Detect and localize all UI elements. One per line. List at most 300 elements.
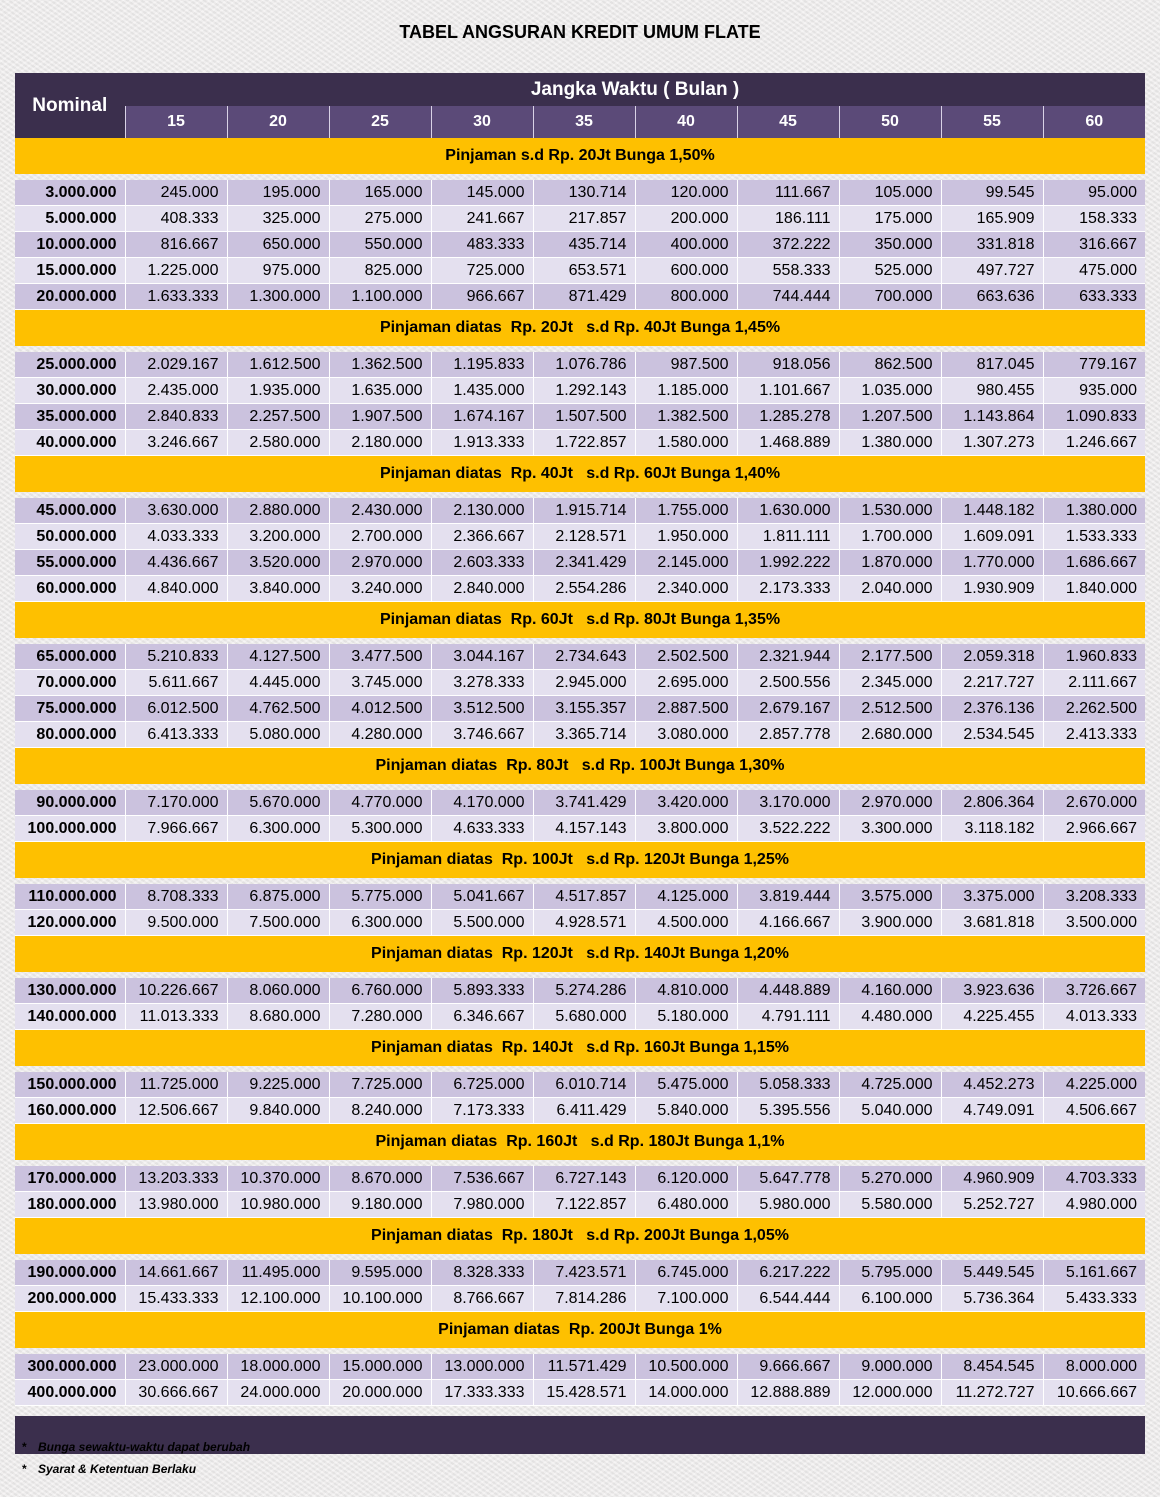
installment-cell: 435.714 [533, 232, 635, 258]
installment-cell: 2.262.500 [1043, 696, 1145, 722]
installment-cell: 4.448.889 [737, 978, 839, 1004]
installment-cell: 186.111 [737, 206, 839, 232]
installment-cell: 8.060.000 [227, 978, 329, 1004]
installment-cell: 13.203.333 [125, 1166, 227, 1192]
installment-cell: 2.040.000 [839, 576, 941, 602]
installment-cell: 6.010.714 [533, 1072, 635, 1098]
installment-cell: 4.840.000 [125, 576, 227, 602]
nominal-cell: 15.000.000 [15, 258, 125, 284]
installment-cell: 5.980.000 [737, 1192, 839, 1218]
installment-cell: 1.185.000 [635, 378, 737, 404]
installment-cell: 2.345.000 [839, 670, 941, 696]
installment-cell: 975.000 [227, 258, 329, 284]
installment-cell: 1.507.500 [533, 404, 635, 430]
installment-cell: 5.893.333 [431, 978, 533, 1004]
installment-cell: 2.840.833 [125, 404, 227, 430]
nominal-cell: 160.000.000 [15, 1098, 125, 1124]
installment-cell: 1.633.333 [125, 284, 227, 310]
installment-cell: 871.429 [533, 284, 635, 310]
installment-cell: 195.000 [227, 180, 329, 206]
installment-cell: 2.554.286 [533, 576, 635, 602]
installment-cell: 2.130.000 [431, 498, 533, 524]
installment-cell: 105.000 [839, 180, 941, 206]
installment-cell: 8.766.667 [431, 1286, 533, 1312]
installment-cell: 8.670.000 [329, 1166, 431, 1192]
installment-cell: 2.340.000 [635, 576, 737, 602]
table-row [15, 576, 1145, 602]
footnote-text: Bunga sewaktu-waktu dapat berubah [38, 1440, 251, 1454]
nominal-cell: 60.000.000 [15, 576, 125, 602]
section-label: Pinjaman diatas Rp. 80Jt s.d Rp. 100Jt Bunga 1,30% [15, 748, 1145, 785]
installment-cell: 4.436.667 [125, 550, 227, 576]
installment-cell: 6.012.500 [125, 696, 227, 722]
nominal-cell: 170.000.000 [15, 1166, 125, 1192]
table-row [15, 378, 1145, 404]
installment-cell: 3.500.000 [1043, 910, 1145, 936]
nominal-cell: 150.000.000 [15, 1072, 125, 1098]
installment-cell: 4.170.000 [431, 790, 533, 816]
installment-cell: 2.029.167 [125, 352, 227, 378]
installment-cell: 2.700.000 [329, 524, 431, 550]
footnote-text: Syarat & Ketentuan Berlaku [38, 1462, 197, 1476]
installment-cell: 8.000.000 [1043, 1354, 1145, 1380]
installment-cell: 3.375.000 [941, 884, 1043, 910]
installment-cell: 550.000 [329, 232, 431, 258]
installment-cell: 1.143.864 [941, 404, 1043, 430]
table-row [15, 404, 1145, 430]
installment-cell: 1.674.167 [431, 404, 533, 430]
installment-cell: 5.795.000 [839, 1260, 941, 1286]
installment-cell: 2.321.944 [737, 644, 839, 670]
installment-cell: 9.180.000 [329, 1192, 431, 1218]
installment-cell: 14.661.667 [125, 1260, 227, 1286]
installment-cell: 10.980.000 [227, 1192, 329, 1218]
installment-cell: 2.945.000 [533, 670, 635, 696]
installment-cell: 653.571 [533, 258, 635, 284]
table-row [15, 790, 1145, 816]
installment-cell: 4.960.909 [941, 1166, 1043, 1192]
nominal-cell: 140.000.000 [15, 1004, 125, 1030]
installment-cell: 4.033.333 [125, 524, 227, 550]
installment-cell: 7.100.000 [635, 1286, 737, 1312]
installment-cell: 5.736.364 [941, 1286, 1043, 1312]
installment-cell: 525.000 [839, 258, 941, 284]
header-month: 40 [635, 106, 737, 138]
installment-cell: 3.840.000 [227, 576, 329, 602]
installment-cell: 10.666.667 [1043, 1380, 1145, 1406]
installment-cell: 4.452.273 [941, 1072, 1043, 1098]
installment-cell: 1.076.786 [533, 352, 635, 378]
installment-cell: 13.000.000 [431, 1354, 533, 1380]
installment-cell: 6.120.000 [635, 1166, 737, 1192]
installment-cell: 1.292.143 [533, 378, 635, 404]
installment-cell: 1.907.500 [329, 404, 431, 430]
installment-cell: 2.430.000 [329, 498, 431, 524]
table-row [15, 232, 1145, 258]
installment-cell: 95.000 [1043, 180, 1145, 206]
nominal-cell: 130.000.000 [15, 978, 125, 1004]
installment-cell: 3.155.357 [533, 696, 635, 722]
installment-cell: 5.210.833 [125, 644, 227, 670]
installment-cell: 12.100.000 [227, 1286, 329, 1312]
installment-cell: 1.930.909 [941, 576, 1043, 602]
section-header [15, 1312, 1145, 1349]
installment-cell: 663.636 [941, 284, 1043, 310]
installment-cell: 4.480.000 [839, 1004, 941, 1030]
installment-cell: 2.413.333 [1043, 722, 1145, 748]
installment-cell: 987.500 [635, 352, 737, 378]
table-row [15, 284, 1145, 310]
installment-cell: 3.477.500 [329, 644, 431, 670]
gap-cell [15, 1406, 1145, 1417]
installment-cell: 5.840.000 [635, 1098, 737, 1124]
installment-cell: 4.280.000 [329, 722, 431, 748]
installment-cell: 6.875.000 [227, 884, 329, 910]
installment-cell: 1.468.889 [737, 430, 839, 456]
nominal-cell: 65.000.000 [15, 644, 125, 670]
installment-cell: 1.700.000 [839, 524, 941, 550]
installment-cell: 980.455 [941, 378, 1043, 404]
installment-cell: 2.128.571 [533, 524, 635, 550]
installment-cell: 4.770.000 [329, 790, 431, 816]
installment-cell: 4.013.333 [1043, 1004, 1145, 1030]
nominal-cell: 300.000.000 [15, 1354, 125, 1380]
section-header [15, 1124, 1145, 1161]
table-header [15, 73, 1145, 138]
installment-cell: 2.670.000 [1043, 790, 1145, 816]
installment-cell: 5.500.000 [431, 910, 533, 936]
nominal-cell: 80.000.000 [15, 722, 125, 748]
installment-cell: 130.714 [533, 180, 635, 206]
installment-cell: 3.420.000 [635, 790, 737, 816]
installment-cell: 11.571.429 [533, 1354, 635, 1380]
installment-cell: 4.517.857 [533, 884, 635, 910]
header-month: 45 [737, 106, 839, 138]
installment-cell: 4.980.000 [1043, 1192, 1145, 1218]
nominal-cell: 75.000.000 [15, 696, 125, 722]
installment-cell: 5.161.667 [1043, 1260, 1145, 1286]
installment-cell: 4.810.000 [635, 978, 737, 1004]
installment-cell: 2.059.318 [941, 644, 1043, 670]
installment-cell: 12.000.000 [839, 1380, 941, 1406]
section-header [15, 842, 1145, 879]
section-header [15, 1218, 1145, 1255]
installment-cell: 6.413.333 [125, 722, 227, 748]
installment-cell: 2.857.778 [737, 722, 839, 748]
installment-cell: 2.145.000 [635, 550, 737, 576]
installment-cell: 217.857 [533, 206, 635, 232]
table-row [15, 498, 1145, 524]
header-nominal: Nominal [15, 73, 125, 138]
installment-cell: 2.966.667 [1043, 816, 1145, 842]
header-months-row [15, 106, 1145, 138]
installment-cell: 825.000 [329, 258, 431, 284]
installment-cell: 1.207.500 [839, 404, 941, 430]
installment-cell: 2.500.556 [737, 670, 839, 696]
installment-cell: 1.307.273 [941, 430, 1043, 456]
nominal-cell: 40.000.000 [15, 430, 125, 456]
installment-cell: 1.915.714 [533, 498, 635, 524]
installment-cell: 7.122.857 [533, 1192, 635, 1218]
installment-cell: 9.666.667 [737, 1354, 839, 1380]
nominal-cell: 180.000.000 [15, 1192, 125, 1218]
installment-cell: 10.100.000 [329, 1286, 431, 1312]
header-month: 15 [125, 106, 227, 138]
table-row [15, 816, 1145, 842]
installment-cell: 700.000 [839, 284, 941, 310]
installment-cell: 15.000.000 [329, 1354, 431, 1380]
footnote-item [22, 1460, 250, 1482]
installment-cell: 966.667 [431, 284, 533, 310]
installment-cell: 1.380.000 [1043, 498, 1145, 524]
nominal-cell: 30.000.000 [15, 378, 125, 404]
header-month: 60 [1043, 106, 1145, 138]
installment-cell: 5.080.000 [227, 722, 329, 748]
installment-cell: 6.480.000 [635, 1192, 737, 1218]
installment-cell: 2.111.667 [1043, 670, 1145, 696]
header-month: 50 [839, 106, 941, 138]
installment-cell: 1.992.222 [737, 550, 839, 576]
installment-cell: 3.575.000 [839, 884, 941, 910]
header-month: 55 [941, 106, 1043, 138]
installment-cell: 2.806.364 [941, 790, 1043, 816]
nominal-cell: 90.000.000 [15, 790, 125, 816]
installment-cell: 1.960.833 [1043, 644, 1145, 670]
section-header [15, 456, 1145, 493]
installment-cell: 633.333 [1043, 284, 1145, 310]
installment-cell: 816.667 [125, 232, 227, 258]
installment-cell: 3.044.167 [431, 644, 533, 670]
installment-cell: 9.000.000 [839, 1354, 941, 1380]
installment-cell: 2.970.000 [839, 790, 941, 816]
installment-cell: 5.670.000 [227, 790, 329, 816]
installment-cell: 4.633.333 [431, 816, 533, 842]
installment-cell: 5.680.000 [533, 1004, 635, 1030]
section-label: Pinjaman diatas Rp. 40Jt s.d Rp. 60Jt Bunga 1,40% [15, 456, 1145, 493]
section-label: Pinjaman diatas Rp. 60Jt s.d Rp. 80Jt Bunga 1,35% [15, 602, 1145, 639]
installment-cell: 3.520.000 [227, 550, 329, 576]
installment-cell: 3.246.667 [125, 430, 227, 456]
installment-cell: 11.725.000 [125, 1072, 227, 1098]
installment-cell: 3.630.000 [125, 498, 227, 524]
installment-cell: 5.252.727 [941, 1192, 1043, 1218]
table-row [15, 1260, 1145, 1286]
installment-cell: 5.270.000 [839, 1166, 941, 1192]
installment-cell: 15.433.333 [125, 1286, 227, 1312]
installment-cell: 5.040.000 [839, 1098, 941, 1124]
installment-cell: 1.225.000 [125, 258, 227, 284]
installment-cell: 5.300.000 [329, 816, 431, 842]
header-month: 25 [329, 106, 431, 138]
footnote-bullet: * [22, 1462, 27, 1476]
installment-cell: 30.666.667 [125, 1380, 227, 1406]
installment-cell: 800.000 [635, 284, 737, 310]
installment-cell: 1.913.333 [431, 430, 533, 456]
installment-cell: 9.225.000 [227, 1072, 329, 1098]
section-header [15, 602, 1145, 639]
installment-cell: 372.222 [737, 232, 839, 258]
table-row [15, 352, 1145, 378]
installment-cell: 3.800.000 [635, 816, 737, 842]
installment-cell: 158.333 [1043, 206, 1145, 232]
installment-cell: 5.433.333 [1043, 1286, 1145, 1312]
installment-cell: 6.300.000 [329, 910, 431, 936]
nominal-cell: 45.000.000 [15, 498, 125, 524]
installment-cell: 7.170.000 [125, 790, 227, 816]
installment-cell: 3.208.333 [1043, 884, 1145, 910]
installment-cell: 275.000 [329, 206, 431, 232]
nominal-cell: 100.000.000 [15, 816, 125, 842]
section-header [15, 310, 1145, 347]
installment-cell: 241.667 [431, 206, 533, 232]
table-row [15, 180, 1145, 206]
installment-cell: 11.495.000 [227, 1260, 329, 1286]
installment-cell: 4.225.455 [941, 1004, 1043, 1030]
installment-cell: 1.811.111 [737, 524, 839, 550]
installment-cell: 8.328.333 [431, 1260, 533, 1286]
installment-cell: 4.127.500 [227, 644, 329, 670]
installment-cell: 1.435.000 [431, 378, 533, 404]
installment-cell: 4.500.000 [635, 910, 737, 936]
installment-cell: 2.603.333 [431, 550, 533, 576]
section-label: Pinjaman s.d Rp. 20Jt Bunga 1,50% [15, 138, 1145, 174]
installment-cell: 2.376.136 [941, 696, 1043, 722]
section-label: Pinjaman diatas Rp. 180Jt s.d Rp. 200Jt Bunga 1,05% [15, 1218, 1145, 1255]
installment-cell: 1.533.333 [1043, 524, 1145, 550]
installment-cell: 4.225.000 [1043, 1072, 1145, 1098]
installment-cell: 6.100.000 [839, 1286, 941, 1312]
section-header [15, 936, 1145, 973]
installment-cell: 862.500 [839, 352, 941, 378]
table-row [15, 430, 1145, 456]
installment-cell: 3.522.222 [737, 816, 839, 842]
installment-cell: 2.534.545 [941, 722, 1043, 748]
installment-cell: 2.177.500 [839, 644, 941, 670]
installment-cell: 725.000 [431, 258, 533, 284]
installment-cell: 1.935.000 [227, 378, 329, 404]
table-row [15, 1380, 1145, 1406]
table-row [15, 524, 1145, 550]
header-month: 35 [533, 106, 635, 138]
installment-cell: 2.341.429 [533, 550, 635, 576]
installment-cell: 17.333.333 [431, 1380, 533, 1406]
installment-cell: 10.226.667 [125, 978, 227, 1004]
installment-cell: 4.762.500 [227, 696, 329, 722]
installment-cell: 11.272.727 [941, 1380, 1043, 1406]
nominal-cell: 10.000.000 [15, 232, 125, 258]
installment-cell: 7.173.333 [431, 1098, 533, 1124]
installment-cell: 2.366.667 [431, 524, 533, 550]
installment-cell: 2.970.000 [329, 550, 431, 576]
installment-cell: 5.580.000 [839, 1192, 941, 1218]
installment-cell: 1.686.667 [1043, 550, 1145, 576]
installment-cell: 3.118.182 [941, 816, 1043, 842]
installment-cell: 4.160.000 [839, 978, 941, 1004]
installment-cell: 4.928.571 [533, 910, 635, 936]
footnotes [22, 1438, 250, 1482]
installment-cell: 7.423.571 [533, 1260, 635, 1286]
installment-cell: 475.000 [1043, 258, 1145, 284]
installment-cell: 483.333 [431, 232, 533, 258]
installment-cell: 3.923.636 [941, 978, 1043, 1004]
installment-cell: 935.000 [1043, 378, 1145, 404]
installment-cell: 2.217.727 [941, 670, 1043, 696]
installment-cell: 5.475.000 [635, 1072, 737, 1098]
section-label: Pinjaman diatas Rp. 160Jt s.d Rp. 180Jt Bunga 1,1% [15, 1124, 1145, 1161]
installment-cell: 4.157.143 [533, 816, 635, 842]
installment-cell: 325.000 [227, 206, 329, 232]
table-row [15, 696, 1145, 722]
installment-cell: 3.746.667 [431, 722, 533, 748]
installment-cell: 1.362.500 [329, 352, 431, 378]
table-row [15, 550, 1145, 576]
installment-cell: 817.045 [941, 352, 1043, 378]
installment-cell: 5.180.000 [635, 1004, 737, 1030]
installment-cell: 6.727.143 [533, 1166, 635, 1192]
installment-cell: 1.755.000 [635, 498, 737, 524]
installment-cell: 15.428.571 [533, 1380, 635, 1406]
installment-cell: 9.840.000 [227, 1098, 329, 1124]
nominal-cell: 55.000.000 [15, 550, 125, 576]
installment-cell: 6.346.667 [431, 1004, 533, 1030]
installment-cell: 779.167 [1043, 352, 1145, 378]
installment-cell: 7.500.000 [227, 910, 329, 936]
installment-cell: 1.380.000 [839, 430, 941, 456]
installment-cell: 4.445.000 [227, 670, 329, 696]
installment-cell: 1.530.000 [839, 498, 941, 524]
table-row [15, 1166, 1145, 1192]
installment-cell: 3.726.667 [1043, 978, 1145, 1004]
installment-cell: 1.580.000 [635, 430, 737, 456]
installment-cell: 3.900.000 [839, 910, 941, 936]
installment-cell: 4.749.091 [941, 1098, 1043, 1124]
table-row [15, 258, 1145, 284]
footer-gap [15, 1406, 1145, 1417]
installment-cell: 497.727 [941, 258, 1043, 284]
nominal-cell: 120.000.000 [15, 910, 125, 936]
installment-cell: 6.745.000 [635, 1260, 737, 1286]
installment-cell: 1.382.500 [635, 404, 737, 430]
installment-cell: 2.880.000 [227, 498, 329, 524]
installment-cell: 5.449.545 [941, 1260, 1043, 1286]
table-row [15, 1098, 1145, 1124]
table-body [15, 138, 1145, 1454]
installment-cell: 1.612.500 [227, 352, 329, 378]
installment-cell: 350.000 [839, 232, 941, 258]
installment-cell: 3.080.000 [635, 722, 737, 748]
installment-cell: 1.950.000 [635, 524, 737, 550]
installment-cell: 245.000 [125, 180, 227, 206]
installment-cell: 5.611.667 [125, 670, 227, 696]
installment-cell: 12.888.889 [737, 1380, 839, 1406]
installment-cell: 3.300.000 [839, 816, 941, 842]
installment-cell: 6.725.000 [431, 1072, 533, 1098]
installment-cell: 1.246.667 [1043, 430, 1145, 456]
table-row [15, 884, 1145, 910]
installment-cell: 4.791.111 [737, 1004, 839, 1030]
table-row [15, 910, 1145, 936]
installment-cell: 2.679.167 [737, 696, 839, 722]
nominal-cell: 5.000.000 [15, 206, 125, 232]
installment-cell: 600.000 [635, 258, 737, 284]
installment-cell: 4.703.333 [1043, 1166, 1145, 1192]
installment-cell: 7.980.000 [431, 1192, 533, 1218]
footnote-item [22, 1438, 250, 1460]
installment-cell: 7.814.286 [533, 1286, 635, 1312]
installment-cell: 558.333 [737, 258, 839, 284]
installment-cell: 744.444 [737, 284, 839, 310]
table-row [15, 722, 1145, 748]
